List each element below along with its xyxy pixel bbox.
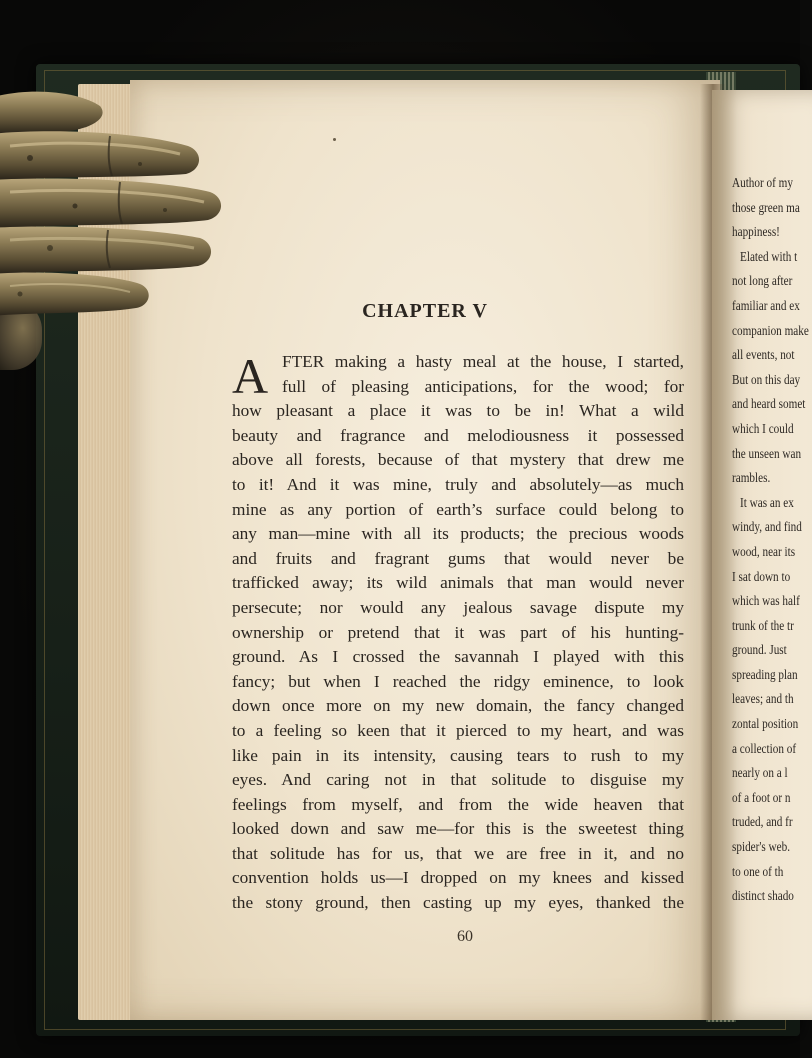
text-line: the stony ground, then casting up my eyes, thanked the xyxy=(232,893,684,913)
right-text-line: not long after xyxy=(732,274,793,290)
right-text-line: ground. Just xyxy=(732,643,787,659)
text-line: how pleasant a place it was to be in! What a wild xyxy=(232,401,684,421)
right-text-line: all events, not xyxy=(732,348,795,364)
page-body-text xyxy=(232,350,684,916)
text-line: eyes. And caring not in that solitude to disguise my xyxy=(232,770,684,790)
text-line: that solitude has for us, that we are free in it, and no xyxy=(232,843,684,863)
right-text-line: and heard somet xyxy=(732,397,806,413)
right-text-line: which I could xyxy=(732,421,794,437)
right-page-text xyxy=(732,172,809,910)
text-line: persecute; nor would any jealous savage dispute my xyxy=(232,597,684,617)
right-text-line: familiar and ex xyxy=(732,298,800,314)
right-text-line: windy, and find xyxy=(732,520,802,536)
text-line: full of pleasing anticipations, for the wood; for xyxy=(282,376,684,396)
text-line: to it! And it was mine, truly and absolutely—as much xyxy=(232,474,684,494)
text-line: convention holds us—I dropped on my knees and kissed xyxy=(232,868,684,888)
right-text-line: It was an ex xyxy=(740,495,794,511)
right-text-line: I sat down to xyxy=(732,569,791,585)
brass-hand-bookweight xyxy=(0,88,240,318)
right-text-line: of a foot or n xyxy=(732,790,791,806)
page-number: 60 xyxy=(457,928,473,945)
text-line: beauty and fragrance and melodiousness it possessed xyxy=(232,425,684,445)
right-text-line: truded, and fr xyxy=(732,815,793,831)
right-text-line: rambles. xyxy=(732,471,771,487)
text-line: fancy; but when I reached the ridgy eminence, to look xyxy=(232,671,684,691)
right-text-line: which was half xyxy=(732,594,800,610)
chapter-title: CHAPTER V xyxy=(362,300,488,322)
right-text-line: But on this day xyxy=(732,372,801,388)
text-line: trafficked away; its wild animals that man would never xyxy=(232,573,684,593)
text-line: to a feeling so keen that it pierced to my heart, and was xyxy=(232,720,684,740)
right-text-line: a collection of xyxy=(732,741,797,757)
right-text-line: wood, near its xyxy=(732,544,796,560)
text-line: any man—mine with all its products; the precious woods xyxy=(232,524,684,544)
paper-speck xyxy=(333,138,336,141)
text-line: like pain in its intensity, causing tears to rush to my xyxy=(232,745,684,765)
right-text-line: leaves; and th xyxy=(732,692,794,708)
right-text-line: spider's web. xyxy=(732,840,791,856)
drop-cap: A xyxy=(232,348,269,404)
text-line: down once more on my new domain, the fancy changed xyxy=(232,696,684,716)
right-text-line: nearly on a l xyxy=(732,766,788,782)
right-text-line: Elated with t xyxy=(740,249,798,265)
right-text-line: spreading plan xyxy=(732,667,798,683)
right-text-line: Author of my xyxy=(732,176,793,191)
right-text-line: trunk of the tr xyxy=(732,618,794,634)
right-text-line: to one of th xyxy=(732,864,784,880)
text-line: ground. As I crossed the savannah I played with this xyxy=(232,647,684,667)
text-line: looked down and saw me—for this is the sweetest thing xyxy=(232,819,684,839)
right-text-line: the unseen wan xyxy=(732,446,802,462)
right-text-line: zontal position xyxy=(732,717,799,733)
text-line: above all forests, because of that mystery that drew me xyxy=(232,450,684,470)
right-text-line: happiness! xyxy=(732,225,780,241)
text-line: and fruits and fragrant gums that would never be xyxy=(232,548,684,568)
text-line: ownership or pretend that it was part of his hunting- xyxy=(232,622,684,642)
right-text-line: those green ma xyxy=(732,200,800,216)
right-text-line: companion make xyxy=(732,323,809,339)
right-text-line: distinct shado xyxy=(732,889,794,905)
text-line: feelings from myself, and from the wide heaven that xyxy=(232,794,684,814)
text-line: FTER making a hasty meal at the house, I started, xyxy=(282,352,684,371)
text-line: mine as any portion of earth’s surface could belong to xyxy=(232,499,684,519)
